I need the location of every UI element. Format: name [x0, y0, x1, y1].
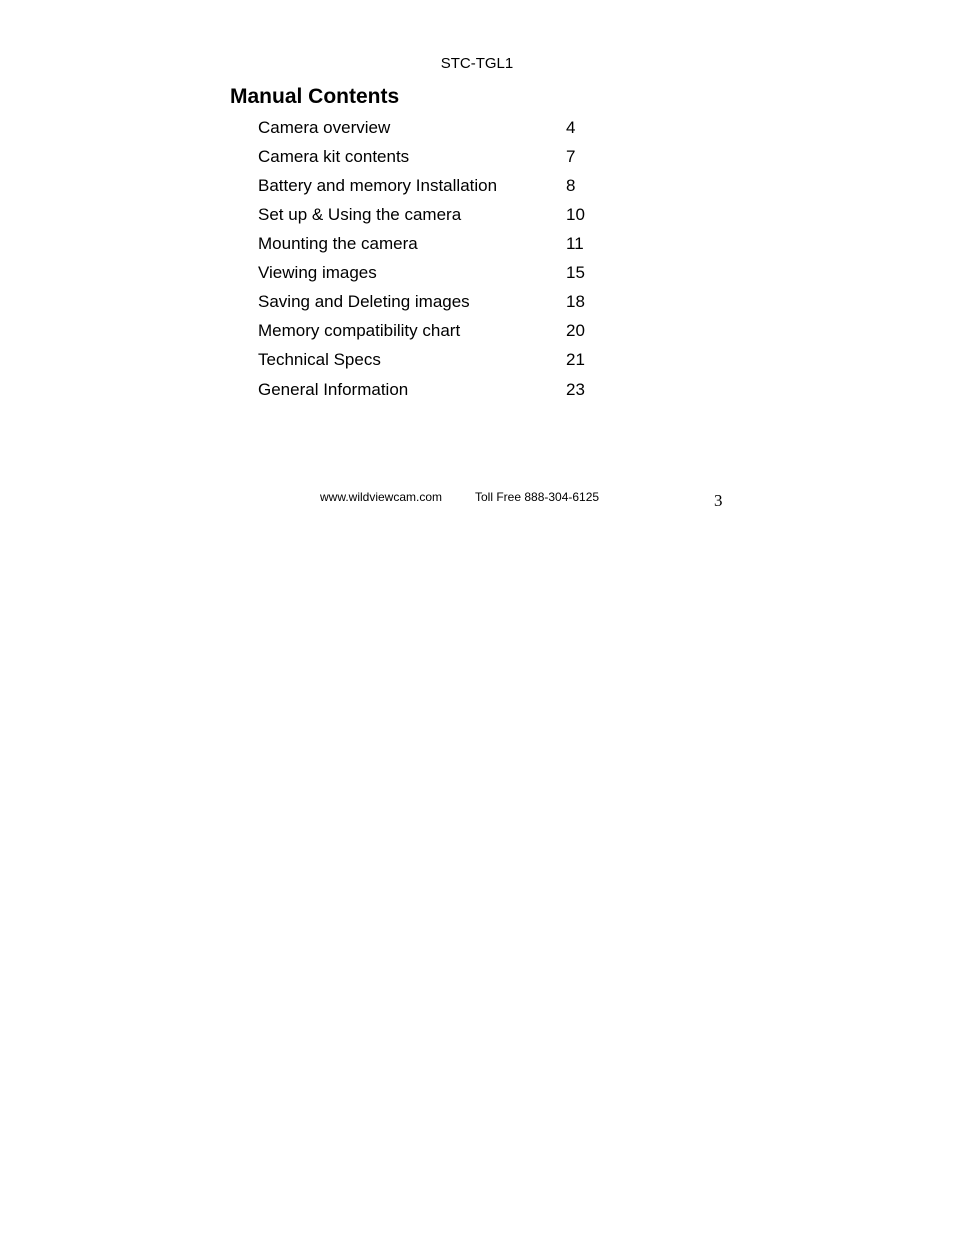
toc-entry-label: Mounting the camera [258, 234, 418, 253]
table-of-contents [258, 117, 658, 408]
toc-entry-saving-deleting-images[interactable] [258, 291, 658, 320]
toc-entry-label: Saving and Deleting images [258, 292, 470, 311]
page-title: Manual Contents [230, 85, 400, 108]
toc-entry-label: Memory compatibility chart [258, 321, 461, 340]
toc-entry-page: 7 [566, 147, 576, 166]
toc-entry-label: Set up & Using the camera [258, 205, 462, 224]
toc-entry-page: 20 [566, 321, 585, 340]
toc-entry-page: 18 [566, 292, 585, 311]
toc-entry-page: 21 [566, 350, 585, 369]
toc-entry-mounting-camera[interactable] [258, 233, 658, 262]
toc-entry-label: Camera overview [258, 118, 391, 137]
header-model-name: STC-TGL1 [440, 55, 514, 72]
toc-entry-label: Technical Specs [258, 350, 381, 369]
toc-entry-page: 4 [566, 118, 576, 137]
toc-entry-label: Battery and memory Installation [258, 176, 498, 195]
toc-entry-camera-overview[interactable] [258, 117, 658, 146]
toc-entry-memory-compatibility-chart[interactable] [258, 320, 658, 349]
toc-entry-label: Camera kit contents [258, 147, 410, 166]
toc-entry-setup-using-camera[interactable] [258, 204, 658, 233]
toc-entry-technical-specs[interactable] [258, 349, 658, 378]
footer-phone-number: Toll Free 888-304-6125 [475, 490, 600, 504]
toc-entry-page: 10 [566, 205, 585, 224]
page-number: 3 [714, 491, 723, 510]
toc-entry-camera-kit-contents[interactable] [258, 146, 658, 175]
toc-entry-page: 15 [566, 263, 585, 282]
toc-entry-label: General Information [258, 380, 409, 399]
toc-entry-label: Viewing images [258, 263, 377, 282]
toc-entry-page: 23 [566, 380, 585, 399]
toc-entry-page: 8 [566, 176, 576, 195]
toc-entry-battery-memory-installation[interactable] [258, 175, 658, 204]
footer-website-link[interactable]: www.wildviewcam.com [320, 490, 443, 504]
toc-entry-general-information[interactable] [258, 379, 658, 408]
toc-entry-viewing-images[interactable] [258, 262, 658, 291]
toc-entry-page: 11 [566, 234, 584, 253]
